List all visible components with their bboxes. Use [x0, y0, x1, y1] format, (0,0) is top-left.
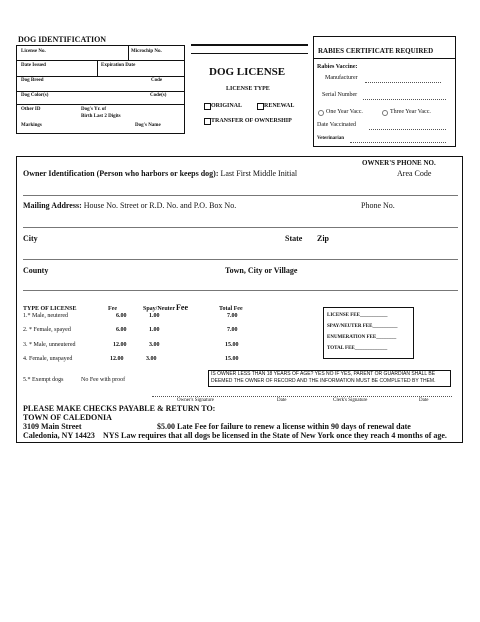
late-fee-notice: $5.00 Late Fee for failure to renew a license within 90 days of renewal date [157, 422, 411, 431]
transfer-checkbox[interactable] [204, 118, 211, 125]
clerk-date-label: Date [419, 398, 429, 403]
state-label: State [285, 234, 303, 243]
renewal-checkbox[interactable] [257, 103, 264, 110]
license-no-label: License No. [21, 49, 46, 54]
one-year-radio[interactable] [318, 110, 324, 116]
owner-identification-line [23, 169, 297, 178]
dog-identification-title: DOG IDENTIFICATION [18, 35, 107, 44]
serial-number-field[interactable] [363, 99, 446, 100]
fee-row-spay: 1.00 [149, 327, 160, 333]
summary-spay-fee: SPAY/NEUTER FEE__________ [327, 324, 398, 329]
summary-enumeration-fee: ENUMERATION FEE________ [327, 335, 397, 340]
dog-breed-label: Dog Breed [21, 78, 44, 83]
street-address: 3109 Main Street [23, 422, 82, 431]
signature-date-label: Date [277, 398, 287, 403]
fee-row-total: 7.00 [227, 313, 238, 319]
date-vaccinated-label: Date Vaccinated [317, 122, 357, 128]
fee-row-total: 15.00 [225, 356, 239, 362]
fee-header: Fee [108, 306, 117, 312]
dogs-birth-year-label-1: Dog's Yr. of [81, 107, 107, 112]
dogs-name-label: Dog's Name [135, 123, 161, 128]
fee-row-fee: 6.00 [116, 327, 127, 333]
veterinarian-label: Veterinarian [317, 136, 345, 141]
license-type-label: LICENSE TYPE [226, 86, 270, 92]
transfer-label: TRANSFER OF OWNERSHIP [211, 118, 292, 124]
exempt-dogs-label: 5.* Exempt dogs [23, 377, 64, 383]
owner-age-note: IS OWNER LESS THAN 18 YEARS OF AGE? YES NO IF YES, PARENT OR GUARDIAN SHALL BE DEEMED THE OWNER OF RECORD AND THE INFORMATION MUST BE COMPLETED BY THEM. [211, 371, 436, 384]
original-label: ORIGINAL [211, 103, 243, 109]
fee-row-label: 2. * Female, spayed [23, 327, 71, 333]
rabies-title: RABIES CERTIFICATE REQUIRED [318, 47, 434, 55]
owners-signature-label: Owner's Signature [177, 398, 214, 403]
date-issued-label: Date Issued [21, 63, 46, 68]
town-name: TOWN OF CALEDONIA [23, 413, 112, 422]
original-checkbox[interactable] [204, 103, 211, 110]
main-form-box [16, 156, 463, 443]
fee-row-label: 4. Female, unspayed [23, 356, 73, 362]
owners-phone-header: OWNER'S PHONE NO. [362, 159, 436, 167]
city-label: City [23, 234, 38, 243]
phone-no-label: Phone No. [361, 201, 395, 210]
markings-label: Markings [21, 123, 42, 128]
fee-row-total: 7.00 [227, 327, 238, 333]
owner-name-fields: Last First Middle Initial [220, 169, 298, 178]
county-label: County [23, 266, 49, 275]
three-year-radio[interactable] [382, 110, 388, 116]
fee-row-fee: 12.00 [113, 342, 127, 348]
fee-header-2: Fee [176, 303, 188, 312]
spay-neuter-header: Spay/Neuter [143, 306, 175, 312]
total-fee-header: Total Fee [219, 306, 243, 312]
color-code-label: Code(s) [150, 93, 167, 98]
three-year-label: Three Year Vacc. [390, 109, 431, 115]
serial-number-label: Serial Number [322, 92, 358, 98]
fee-row-total: 15.00 [225, 342, 239, 348]
one-year-label: One Year Vacc. [326, 109, 363, 115]
area-code-label: Area Code [397, 169, 432, 178]
fee-row-spay: 3.00 [149, 342, 160, 348]
town-label: Town, City or Village [225, 266, 298, 275]
dog-colors-label: Dog Color(s) [21, 93, 49, 98]
city-address: Caledonia, NY 14423 [23, 431, 95, 440]
dog-identification-box [16, 45, 185, 134]
signature-line[interactable] [152, 396, 452, 397]
owner-identification-label: Owner Identification (Person who harbors or keeps dog): [23, 169, 219, 178]
owner-name-field[interactable] [23, 195, 458, 196]
manufacturer-field[interactable] [365, 82, 441, 83]
breed-code-label: Code [151, 78, 163, 83]
fee-row-label: 1.* Male, neutered [23, 313, 68, 319]
renewal-label: RENEWAL [264, 103, 295, 109]
fee-row-fee: 12.00 [110, 356, 124, 362]
dog-license-title: DOG LICENSE [209, 66, 286, 78]
mailing-address-field[interactable] [23, 227, 458, 228]
date-vaccinated-field[interactable] [369, 129, 446, 130]
other-id-label: Other ID [21, 107, 41, 112]
fee-row-spay: 1.00 [149, 313, 160, 319]
county-town-field[interactable] [23, 290, 458, 291]
manufacturer-label: Manufacturer [325, 75, 358, 81]
city-state-zip-field[interactable] [23, 259, 458, 260]
checks-payable-label: PLEASE MAKE CHECKS PAYABLE & RETURN TO: [23, 404, 216, 413]
no-fee-label: No Fee with proof [81, 377, 126, 383]
fee-row-label: 3. * Male, unneutered [23, 342, 76, 348]
dogs-birth-year-label-2: Birth Last 2 Digits [81, 114, 121, 119]
rabies-vaccine-label: Rabies Vaccine: [317, 64, 358, 70]
type-of-license-header: TYPE OF LICENSE [23, 306, 77, 312]
zip-label: Zip [317, 234, 330, 243]
mailing-address-line [23, 201, 236, 210]
microchip-no-label: Microchip No. [131, 49, 162, 54]
clerks-signature-label: Clerk's Signature [333, 398, 368, 403]
fee-row-spay: 3.00 [146, 356, 157, 362]
nys-law-notice: NYS Law requires that all dogs be licensed in the State of New York once they reach 4 months of age. [103, 431, 447, 440]
expiration-date-label: Expiration Date [101, 63, 136, 68]
mailing-address-fields: House No. Street or R.D. No. and P.O. Box No. [83, 201, 237, 210]
summary-license-fee: LICENSE FEE___________ [327, 313, 388, 318]
fee-row-fee: 6.00 [116, 313, 127, 319]
summary-total-fee: TOTAL FEE_____________ [327, 346, 388, 351]
mailing-address-label: Mailing Address: [23, 201, 82, 210]
veterinarian-field[interactable] [350, 142, 446, 143]
